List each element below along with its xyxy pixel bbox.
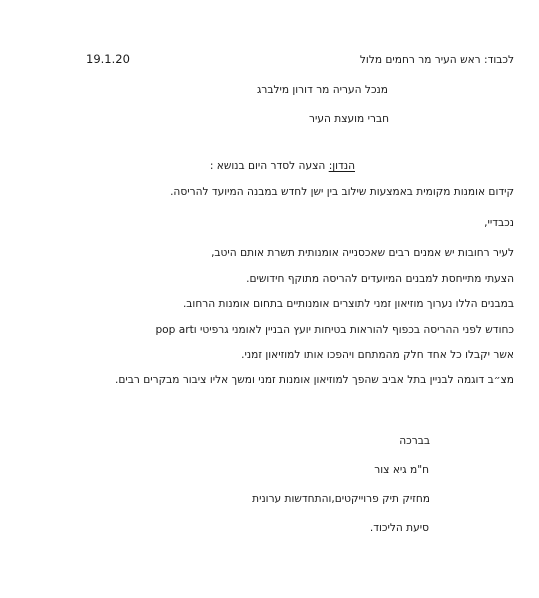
subject-description: קידום אומנות מקומית באמצעות שילוב בין ישן לחדש במבנה המיועד להריסה. [170,186,514,198]
subject-label: הנדון: [328,160,355,172]
letter-date: 19.1.20 [86,52,130,66]
recipient-line-3: חברי מועצת העיר [309,113,389,125]
subject-text: הצעה לסדר היום בנושא : [209,160,326,172]
body-line-3: במבנים הללו נערוך מוזיאון זמני לתוצרים אומנותיים בתחום אומנות הרחוב. [182,298,514,310]
body-line-2: הצעתי מתייחסת למבנים המיועדים להריסה מתוקף חידושים. [246,273,514,285]
salutation: נכבדיי, [484,217,514,229]
body-line-1: לעיר רחובות יש אמנים רבים שאכסנייה אומנותית תשרת אותם היטב, [211,247,514,259]
recipient-line-2: מנכל העריה מר דורון מילברג [256,84,388,96]
signer-faction: סיעת הליכוד. [369,522,429,534]
closing: בברכה [399,435,430,447]
body-line-5: אשר יקבלו כל אחד חלק מהמתחם ויהפכו אותו למוזיאון זמני. [241,349,514,361]
body-line-6: מצ״ב דוגמה לבניין בתל אביב שהפך למוזיאון אומנות זמני ומשך אליו ציבור מבקרים רבים. [115,374,514,386]
subject-line [210,159,355,173]
body-line-4: כחודש לפני ההריסה בכפוף להוראות בטיחות יועץ הבניין לאומני גרפיטי וpop art [155,324,514,336]
recipient-line-1: לכבוד: ראש העיר מר רחמים מלול [359,54,514,66]
signer-name: ח"מ גיא צור [374,464,429,476]
signer-title: מחזיק תיק פרוייקטים,והתחדשות ערונית [252,493,430,505]
